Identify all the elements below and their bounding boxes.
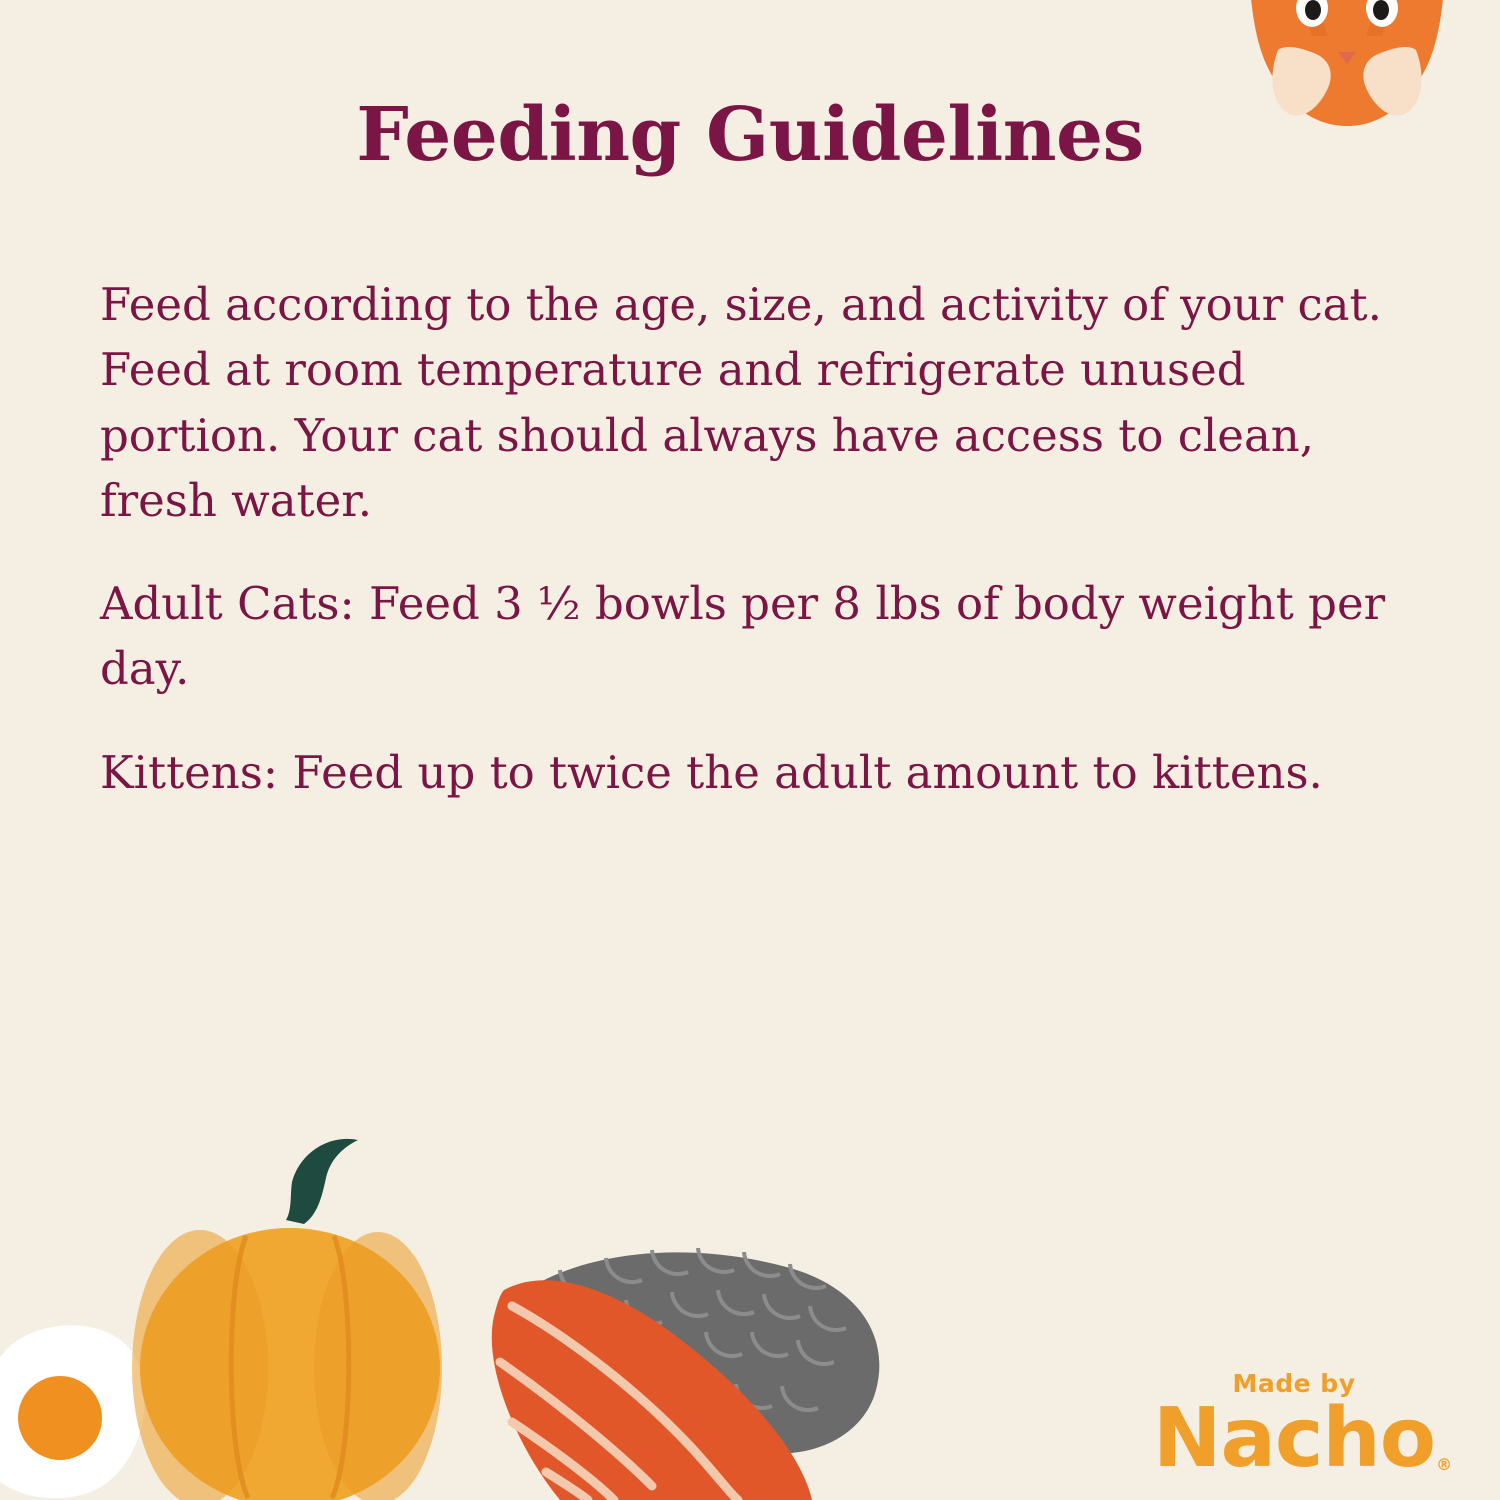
pumpkin-icon: [132, 1139, 442, 1500]
registered-mark: ®: [1436, 1454, 1452, 1474]
made-by-label: Made by: [1232, 1369, 1356, 1399]
page-title: Feeding Guidelines: [356, 92, 1144, 178]
brand-name-text: Nacho: [1152, 1391, 1436, 1487]
food-ingredients-illustration: [0, 1100, 950, 1500]
paragraph-adult-cats: Adult Cats: Feed 3 ½ bowls per 8 lbs of body weight per day.: [100, 577, 1386, 696]
fried-egg-icon: [0, 1325, 145, 1498]
paragraph-general: Feed according to the age, size, and activity of your cat. Feed at room temperature and refrigerate unused portion. Your cat should always have access to clean, fresh water.: [100, 278, 1382, 527]
salmon-fillet-icon: [492, 1248, 880, 1500]
brand-name: [1152, 1391, 1452, 1487]
brand-logo: [1134, 1369, 1454, 1487]
paragraph-kittens: Kittens: Feed up to twice the adult amount to kittens.: [100, 745, 1323, 799]
feeding-instructions: [100, 272, 1390, 805]
